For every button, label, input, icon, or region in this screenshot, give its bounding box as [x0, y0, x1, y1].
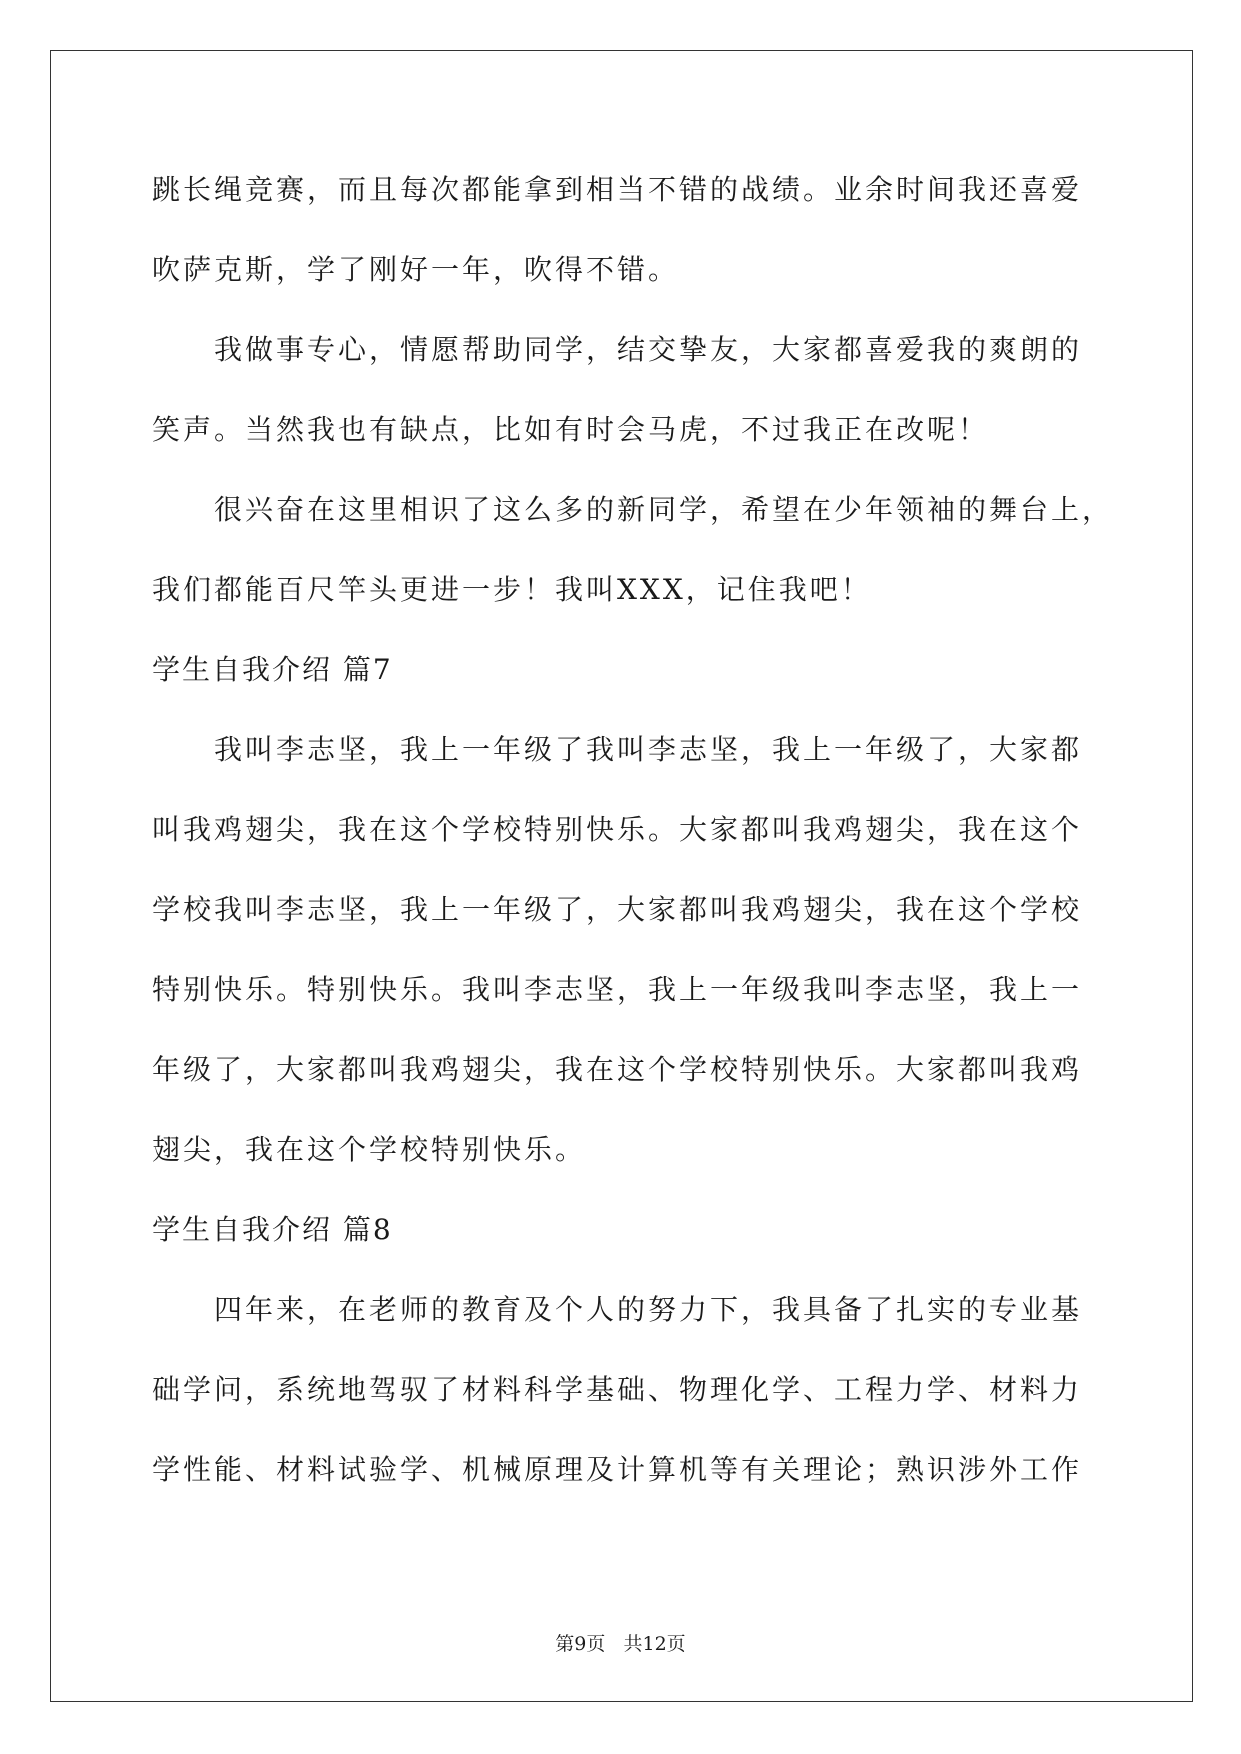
body-text-line: 很兴奋在这里相识了这么多的新同学，希望在少年领袖的舞台上， — [152, 493, 1114, 526]
body-text-line: 叫我鸡翅尖，我在这个学校特别快乐。大家都叫我鸡翅尖，我在这个 — [152, 813, 1083, 846]
body-text-line: 翅尖，我在这个学校特别快乐。 — [152, 1133, 587, 1166]
body-text-line: 学性能、材料试验学、机械原理及计算机等有关理论；熟识涉外工作 — [152, 1453, 1083, 1486]
body-text-line: 学校我叫李志坚，我上一年级了，大家都叫我鸡翅尖，我在这个学校 — [152, 893, 1083, 926]
body-text-line: 我做事专心，情愿帮助同学，结交挚友，大家都喜爱我的爽朗的 — [152, 333, 1083, 366]
section-heading: 学生自我介绍 篇8 — [152, 1213, 393, 1246]
section-heading: 学生自我介绍 篇7 — [152, 653, 393, 686]
body-text-line: 四年来，在老师的教育及个人的努力下，我具备了扎实的专业基 — [152, 1293, 1083, 1326]
body-text-line: 我们都能百尺竿头更进一步！我叫XXX，记住我吧！ — [152, 573, 872, 606]
body-text-line: 年级了，大家都叫我鸡翅尖，我在这个学校特别快乐。大家都叫我鸡 — [152, 1053, 1083, 1086]
body-text-line: 我叫李志坚，我上一年级了我叫李志坚，我上一年级了，大家都 — [152, 733, 1083, 766]
body-text-line: 吹萨克斯，学了刚好一年，吹得不错。 — [152, 253, 680, 286]
body-text-line: 笑声。当然我也有缺点，比如有时会马虎，不过我正在改呢！ — [152, 413, 990, 446]
body-text-line: 础学问，系统地驾驭了材料科学基础、物理化学、工程力学、材料力 — [152, 1373, 1083, 1406]
body-text-line: 跳长绳竞赛，而且每次都能拿到相当不错的战绩。业余时间我还喜爱 — [152, 173, 1083, 206]
page-footer: 第9页 共12页 — [555, 1633, 686, 1655]
body-text-line: 特别快乐。特别快乐。我叫李志坚，我上一年级我叫李志坚，我上一 — [152, 973, 1083, 1006]
